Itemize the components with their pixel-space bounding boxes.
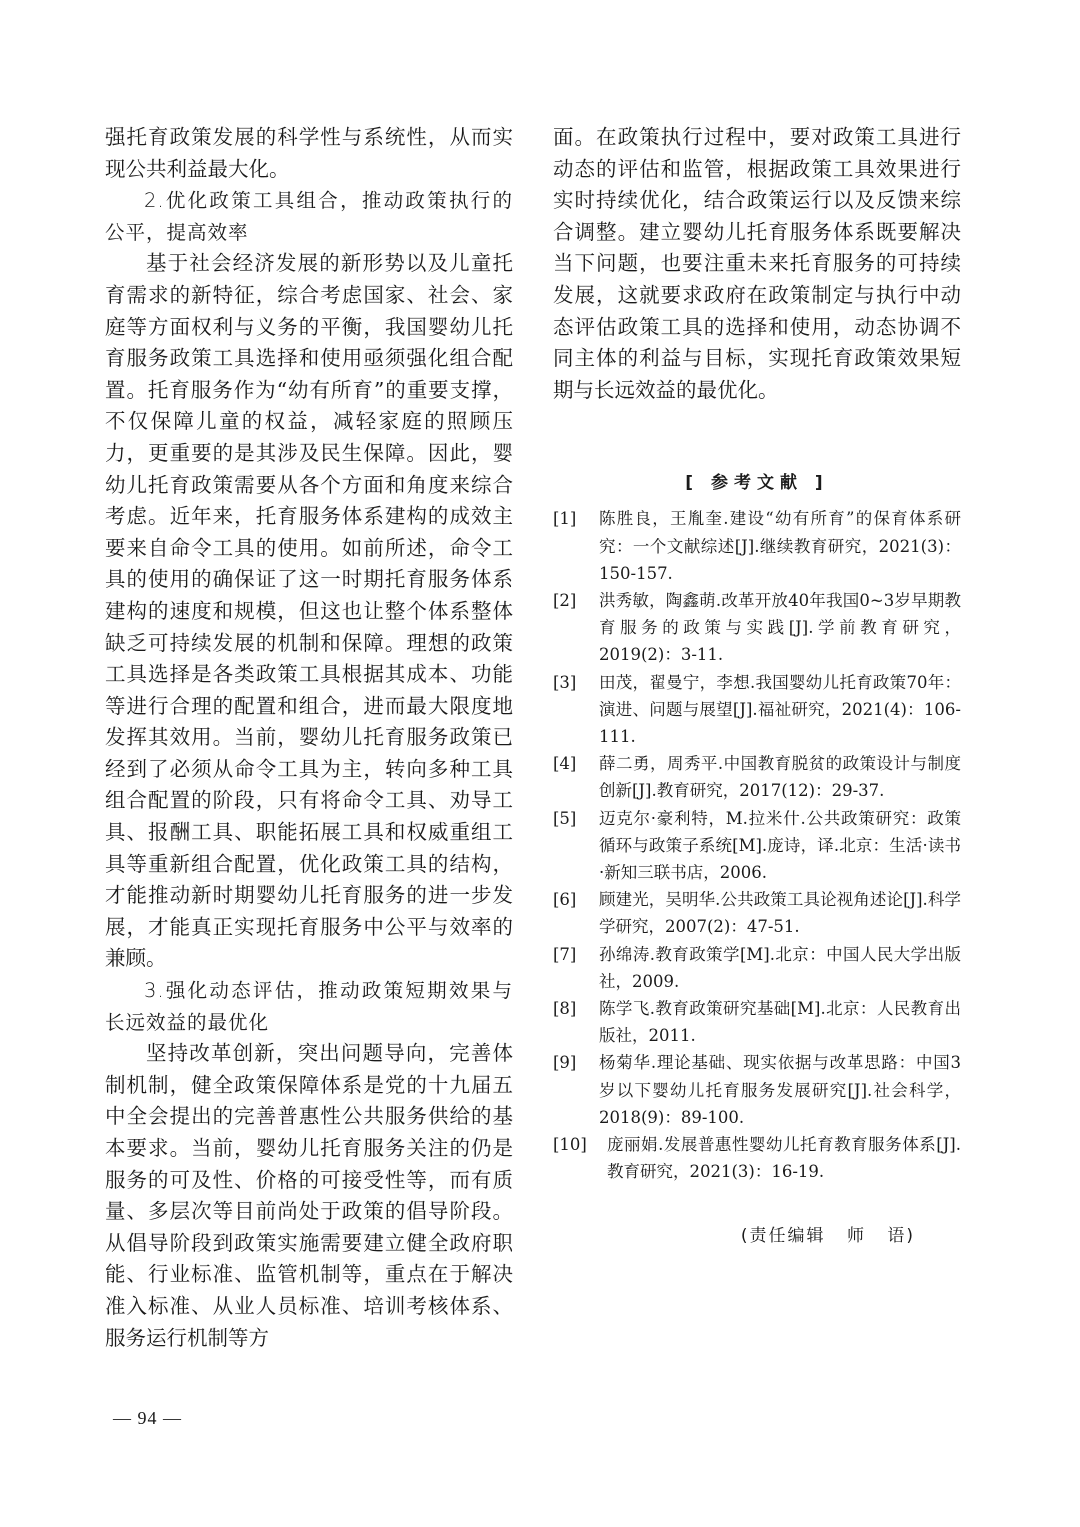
editor-credit: (责任编辑 师 语)	[740, 1226, 915, 1247]
reference-number: [6]	[553, 890, 577, 910]
section-heading: 2.优化政策工具组合，推动政策执行的公平，提高效率	[105, 189, 513, 244]
reference-number: [4]	[553, 754, 577, 774]
body-paragraph: 基于社会经济发展的新形势以及儿童托育需求的新特征，综合考虑国家、社会、家庭等方面权利与义务的平衡，我国婴幼儿托育服务政策工具选择和使用亟须强化组合配置。托育服务作为“幼有所育”的重要支撑，不仅保障儿童的权益，减轻家庭的照顾压力，更重要的是其涉及民生保障。因此，婴幼儿托育政策需要从各个方面和角度来综合考虑。近年来，托育服务体系建构的成效主要来自命令工具的使用。如前所述，命令工具的使用的确保证了这一时期托育服务体系建构的速度和规模，但这也让整个体系整体缺乏可持续发展的机制和保障。理想的政策工具选择是各类政策工具根据其成本、功能等进行合理的配置和组合，进而最大限度地发挥其效用。当前，婴幼儿托育服务政策已经到了必须从命令工具为主，转向多种工具组合配置的阶段，只有将命令工具、劝导工具、报酬工具、职能拓展工具和权威重组工具等重新组合配置，优化政策工具的结构，才能推动新时期婴幼儿托育服务的进一步发展，才能真正实现托育服务中公平与效率的兼顾。	[105, 251, 513, 971]
reference-text: 顾建光，吴明华.公共政策工具论视角述论[J].科学学研究，2007(2)：47-51.	[599, 890, 961, 937]
reference-text: 陈胜良，王胤奎.建设“幼有所育”的保育体系研究：一个文献综述[J].继续教育研究，2021(3)：150-157.	[599, 509, 961, 583]
page-number: — 94 —	[113, 1408, 182, 1428]
reference-text: 洪秀敏，陶鑫萌.改革开放40年我国0~3岁早期教育服务的政策与实践[J].学前教育研究，2019(2)：3-11.	[599, 590, 961, 665]
reference-number: [5]	[553, 808, 577, 828]
reference-text: 孙绵涛.教育政策学[M].北京：中国人民大学出版社，2009.	[599, 944, 961, 991]
reference-text: 庞丽娟.发展普惠性婴幼儿托育教育服务体系[J].教育研究，2021(3)：16-19.	[607, 1135, 961, 1182]
reference-item	[553, 886, 961, 940]
reference-text: 迈克尔·豪利特，M.拉米什.公共政策研究：政策循环与政策子系统[M].庞诗，译.北京：生活·读书·新知三联书店，2006.	[599, 808, 961, 882]
reference-item	[553, 995, 961, 1049]
reference-item	[553, 805, 961, 887]
reference-item	[553, 505, 961, 587]
references-title: [ 参考文献 ]	[685, 473, 829, 494]
left-column	[105, 122, 513, 1354]
right-column	[553, 122, 961, 1246]
reference-number: [8]	[553, 999, 577, 1018]
reference-number: [9]	[553, 1053, 577, 1073]
section-heading: 3.强化动态评估，推动政策短期效果与长远效益的最优化	[105, 979, 513, 1034]
reference-number: [10]	[553, 1135, 587, 1155]
reference-number: [7]	[553, 944, 577, 964]
body-paragraph: 坚持改革创新，突出问题导向，完善体制机制，健全政策保障体系是党的十九届五中全会提出的完善普惠性公共服务供给的基本要求。当前，婴幼儿托育服务关注的仍是服务的可及性、价格的可接受性等，而有质量、多层次等目前尚处于政策的倡导阶段。从倡导阶段到政策实施需要建立健全政府职能、行业标准、监管机制等，重点在于解决准入标准、从业人员标准、培训考核体系、服务运行机制等方	[105, 1041, 513, 1350]
body-paragraph: 面。在政策执行过程中，要对政策工具进行动态的评估和监管，根据政策工具效果进行实时持续优化，结合政策运行以及反馈来综合调整。建立婴幼儿托育服务体系既要解决当下问题，也要注重未来托育服务的可持续发展，这就要求政府在政策制定与执行中动态评估政策工具的选择和使用，动态协调不同主体的利益与目标，实现托育政策效果短期与长远效益的最优化。	[553, 125, 961, 402]
reference-list	[553, 505, 961, 1185]
reference-number: [3]	[553, 672, 577, 692]
body-paragraph: 强托育政策发展的科学性与系统性，从而实现公共利益最大化。	[105, 125, 513, 181]
reference-text: 陈学飞.教育政策研究基础[M].北京：人民教育出版社，2011.	[599, 999, 961, 1046]
reference-text: 杨菊华.理论基础、现实依据与改革思路：中国3岁以下婴幼儿托育服务发展研究[J].社会科学，2018(9)：89-100.	[599, 1053, 961, 1127]
reference-item	[553, 1131, 961, 1185]
reference-number: [1]	[553, 509, 577, 529]
reference-item	[553, 669, 961, 751]
reference-number: [2]	[553, 590, 577, 610]
reference-text: 薛二勇，周秀平.中国教育脱贫的政策设计与制度创新[J].教育研究，2017(12)：29-37.	[599, 754, 961, 801]
reference-item	[553, 587, 961, 669]
reference-item	[553, 941, 961, 995]
reference-item	[553, 1049, 961, 1131]
reference-text: 田茂，翟曼宁，李想.我国婴幼儿托育政策70年：演进、问题与展望[J].福祉研究，2021(4)：106-111.	[599, 672, 961, 746]
reference-item	[553, 750, 961, 804]
